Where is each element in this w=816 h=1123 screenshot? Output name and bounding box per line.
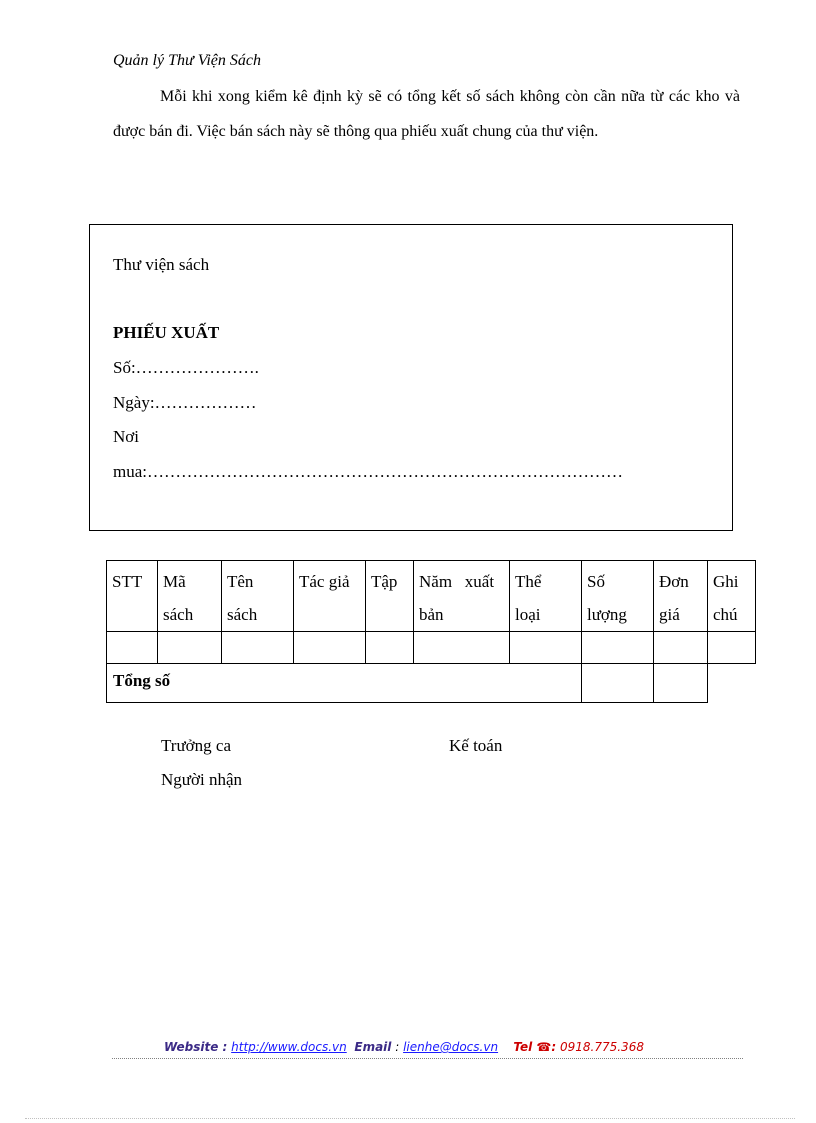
- total-cell: [582, 664, 654, 703]
- page-footer: [164, 1040, 644, 1054]
- library-name: Thư viện sách: [113, 255, 210, 274]
- col-header: [366, 561, 414, 632]
- col-header: [654, 561, 708, 632]
- signature-truong-ca: Trưởng ca: [161, 736, 231, 755]
- email-label: Email: [354, 1040, 392, 1054]
- col-header-line: giá: [659, 605, 680, 624]
- signature-nguoi-nhan: Người nhận: [161, 770, 242, 789]
- col-header-line: sách: [227, 605, 258, 624]
- table-cell: [107, 632, 158, 664]
- table-cell: [582, 632, 654, 664]
- signature-ke-toan: Kế toán: [449, 736, 503, 755]
- field-so: Số:………………….: [113, 358, 259, 377]
- col-header-line: STT: [112, 572, 143, 591]
- intro-paragraph: Mỗi khi xong kiểm kê định kỳ sẽ có tổng kết số sách không còn cần nữa từ các kho và được bán đi. Việc bán sách này sẽ thông qua phiếu xuất chung của thư viện.: [113, 88, 740, 140]
- field-mua: mua:…………………………………………………………………………: [113, 462, 623, 481]
- col-header: [107, 561, 158, 632]
- col-header-line: chú: [713, 605, 738, 624]
- col-header-line: lượng: [587, 605, 627, 624]
- col-header-line: loại: [515, 605, 541, 624]
- col-header-line: Số: [587, 572, 605, 591]
- table-cell: [222, 632, 294, 664]
- export-table: [106, 560, 756, 703]
- col-header-line: Đơn: [659, 572, 689, 591]
- col-header: [414, 561, 510, 632]
- table-header-row: [107, 561, 756, 632]
- form-box: [89, 224, 733, 531]
- email-separator: :: [391, 1040, 404, 1054]
- table-cell: [654, 632, 708, 664]
- col-header-line: Thể: [515, 572, 542, 591]
- tel-number: 0918.775.368: [559, 1040, 644, 1054]
- col-header: [708, 561, 756, 632]
- field-ngay: Ngày:………………: [113, 393, 257, 412]
- page-bottom-divider: [25, 1118, 795, 1119]
- total-cell: [654, 664, 708, 703]
- form-title: PHIẾU XUẤT: [113, 323, 220, 342]
- website-link[interactable]: http://www.docs.vn: [231, 1040, 347, 1054]
- total-label-cell: [107, 664, 582, 703]
- col-header-line: bản: [419, 605, 444, 624]
- col-header: [510, 561, 582, 632]
- col-header-line: Tác giả: [299, 572, 350, 591]
- col-header: [222, 561, 294, 632]
- table-cell: [510, 632, 582, 664]
- footer-divider: [112, 1058, 743, 1059]
- col-header-line: sách: [163, 605, 194, 624]
- col-header: [582, 561, 654, 632]
- col-header-line: Mã: [163, 572, 186, 591]
- col-header: [294, 561, 366, 632]
- tel-label: Tel ☎:: [513, 1040, 557, 1054]
- total-label: Tổng số: [113, 671, 171, 690]
- table-cell: [414, 632, 510, 664]
- field-noi: Nơi: [113, 427, 139, 446]
- table-row: [107, 632, 756, 664]
- table-cell: [158, 632, 222, 664]
- col-header-line: Năm xuất: [419, 572, 495, 591]
- col-header: [158, 561, 222, 632]
- col-header-line: Tên: [227, 572, 254, 591]
- page-header: Quản lý Thư Viện Sách: [113, 52, 261, 69]
- table-cell: [366, 632, 414, 664]
- total-row: [107, 664, 756, 703]
- email-link[interactable]: lienhe@docs.vn: [403, 1040, 499, 1054]
- col-header-line: Tập: [371, 572, 398, 591]
- table-cell: [294, 632, 366, 664]
- col-header-line: Ghi: [713, 572, 739, 591]
- table-cell: [708, 632, 756, 664]
- website-label: Website :: [164, 1040, 228, 1054]
